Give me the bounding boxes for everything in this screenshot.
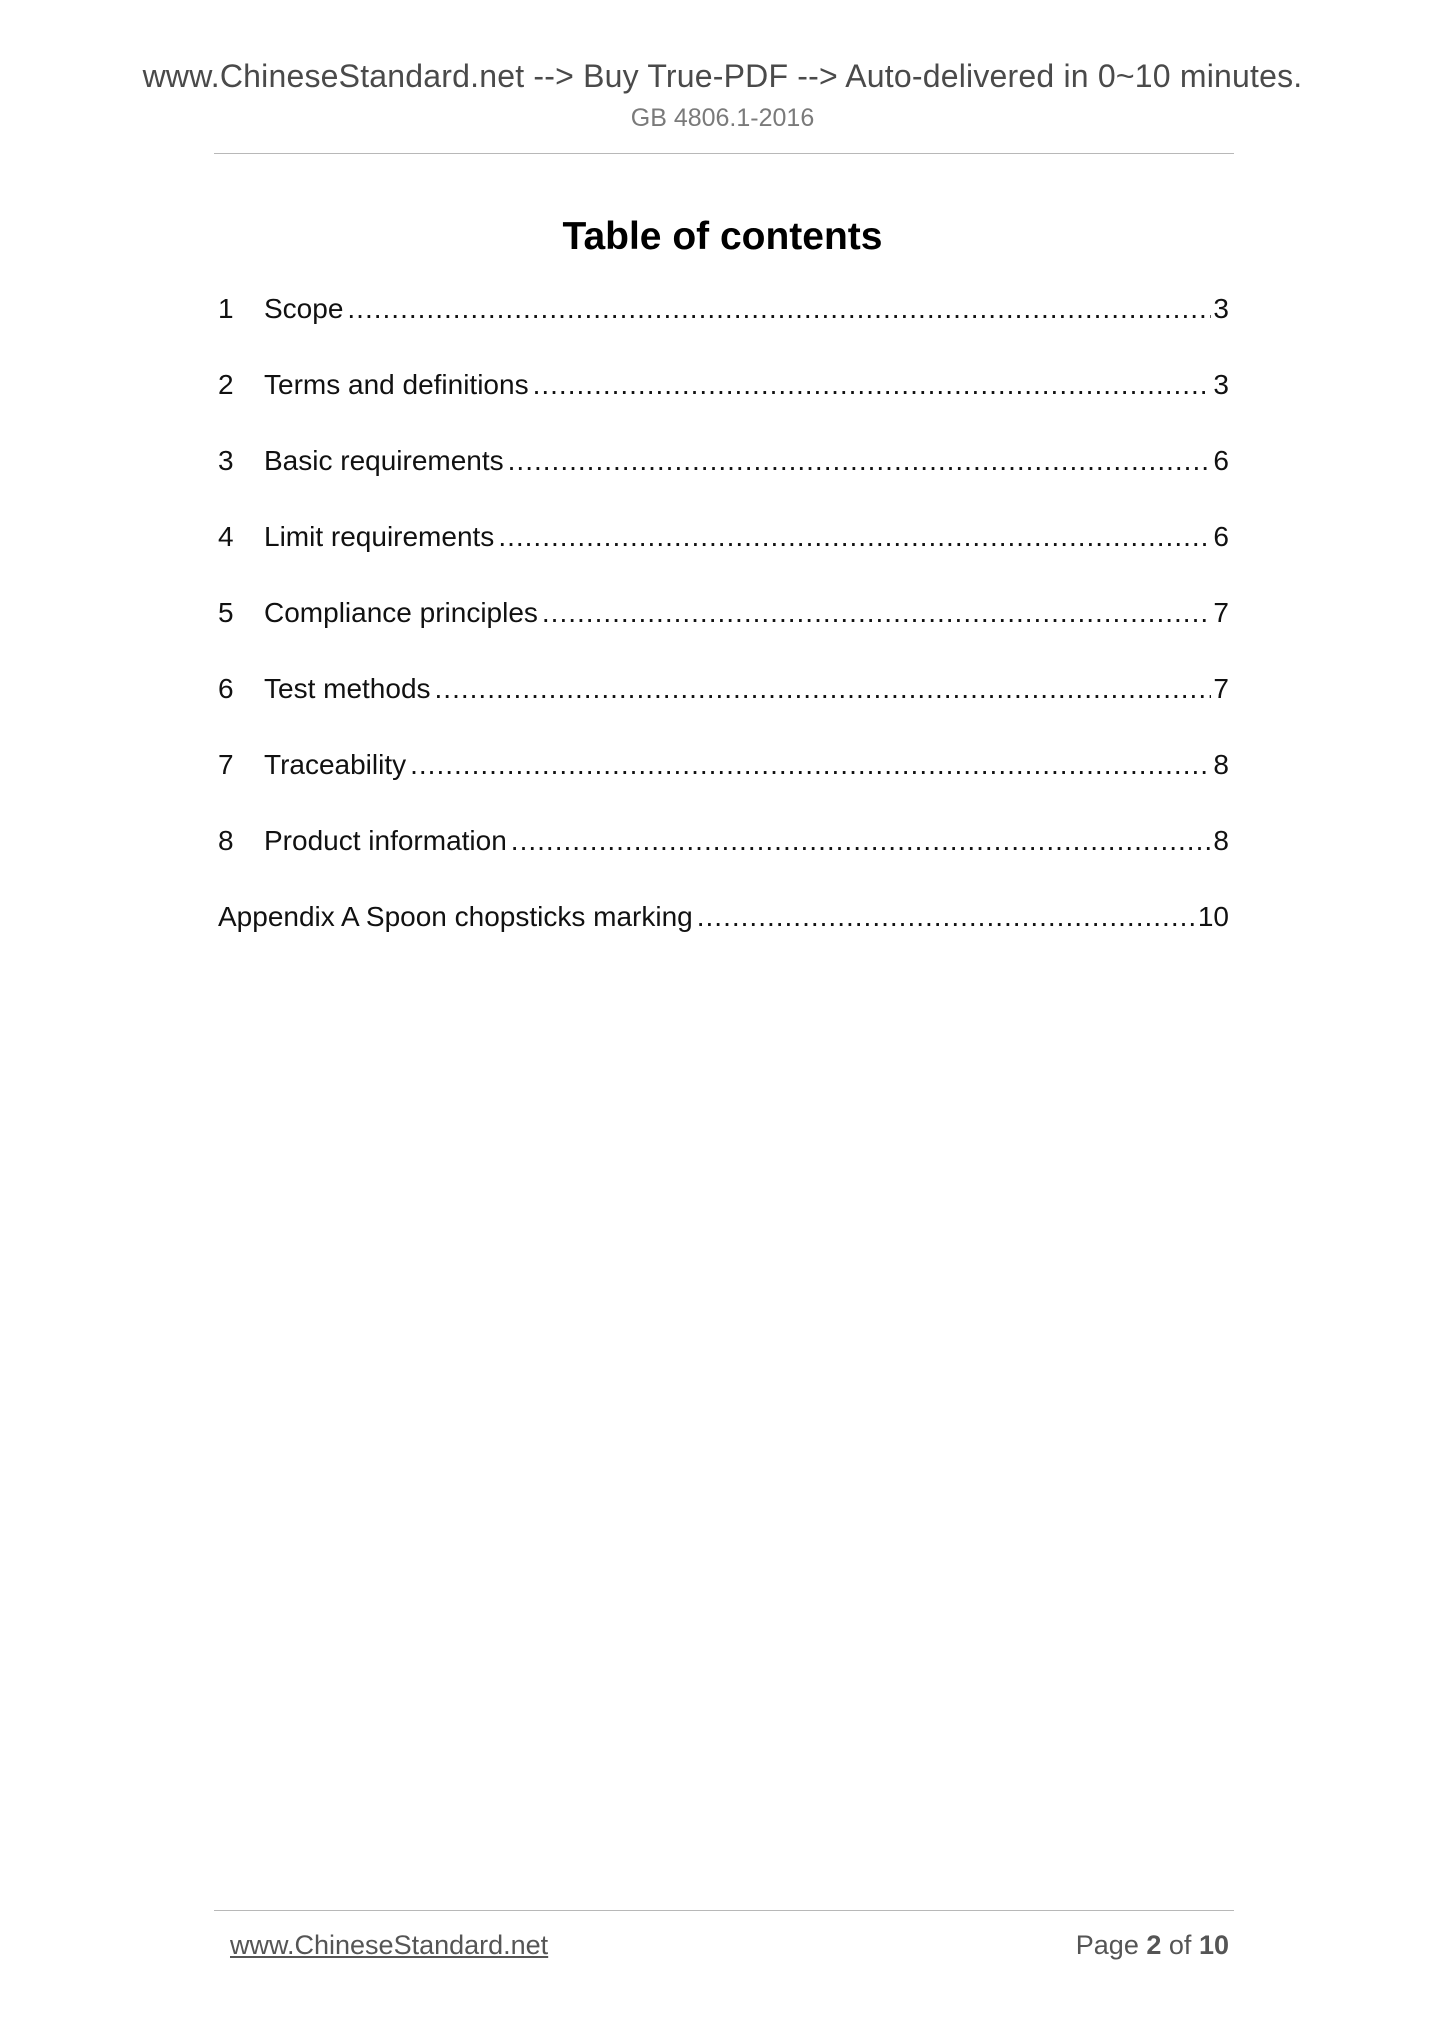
toc-entry-number: 2 [218,369,234,400]
toc-entry-page: 6 [1213,521,1229,552]
page-indicator [1076,1930,1229,1961]
dot-leader [511,825,1212,857]
dot-leader [347,293,1211,325]
footer-website-link[interactable]: www.ChineseStandard.net [230,1930,549,1960]
toc-entry-number: 1 [218,293,234,324]
total-pages-number: 10 [1198,1930,1229,1960]
toc-entry-page: 3 [1213,293,1229,324]
toc-entry-number: 4 [218,521,234,552]
toc-entry-label: Scope [264,293,344,324]
dot-leader [498,521,1211,553]
table-of-contents [218,293,1229,977]
toc-entry-scope[interactable] [218,293,1229,369]
footer-divider [214,1910,1234,1911]
toc-entry-page: 8 [1213,825,1229,856]
toc-entry-limit-requirements[interactable] [218,521,1229,597]
toc-entry-appendix-a[interactable] [218,901,1229,977]
toc-entry-label: Compliance principles [264,597,538,628]
toc-entry-page: 7 [1213,597,1229,628]
dot-leader [697,901,1196,933]
toc-entry-label: Basic requirements [264,445,504,476]
toc-entry-label: Test methods [264,673,431,704]
standard-code: GB 4806.1-2016 [630,104,815,132]
toc-entry-basic-requirements[interactable] [218,445,1229,521]
dot-leader [435,673,1212,705]
toc-entry-number: 7 [218,749,234,780]
toc-entry-number: 8 [218,825,234,856]
toc-entry-number: 5 [218,597,234,628]
toc-entry-page: 6 [1213,445,1229,476]
toc-entry-test-methods[interactable] [218,673,1229,749]
toc-entry-label: Limit requirements [264,521,495,552]
current-page-number: 2 [1146,1930,1162,1960]
toc-entry-terms-and-definitions[interactable] [218,369,1229,445]
dot-leader [508,445,1212,477]
toc-entry-page: 10 [1197,901,1229,932]
toc-entry-page: 3 [1213,369,1229,400]
toc-entry-page: 8 [1213,749,1229,780]
toc-entry-label: Appendix A Spoon chopsticks marking [218,901,693,932]
toc-entry-number: 3 [218,445,234,476]
dot-leader [533,369,1212,401]
toc-entry-label: Product information [264,825,507,856]
page-of-label: of [1168,1930,1192,1960]
header-banner: www.ChineseStandard.net --> Buy True-PDF --> Auto-delivered in 0~10 minutes. [142,58,1303,94]
dot-leader [542,597,1212,629]
toc-entry-page: 7 [1213,673,1229,704]
dot-leader [410,749,1211,781]
toc-entry-compliance-principles[interactable] [218,597,1229,673]
toc-entry-label: Traceability [264,749,407,780]
toc-entry-number: 6 [218,673,234,704]
header-divider [214,153,1234,154]
page-title: Table of contents [562,215,883,258]
toc-entry-label: Terms and definitions [264,369,529,400]
toc-entry-product-information[interactable] [218,825,1229,901]
toc-entry-traceability[interactable] [218,749,1229,825]
page-prefix: Page [1075,1930,1139,1960]
